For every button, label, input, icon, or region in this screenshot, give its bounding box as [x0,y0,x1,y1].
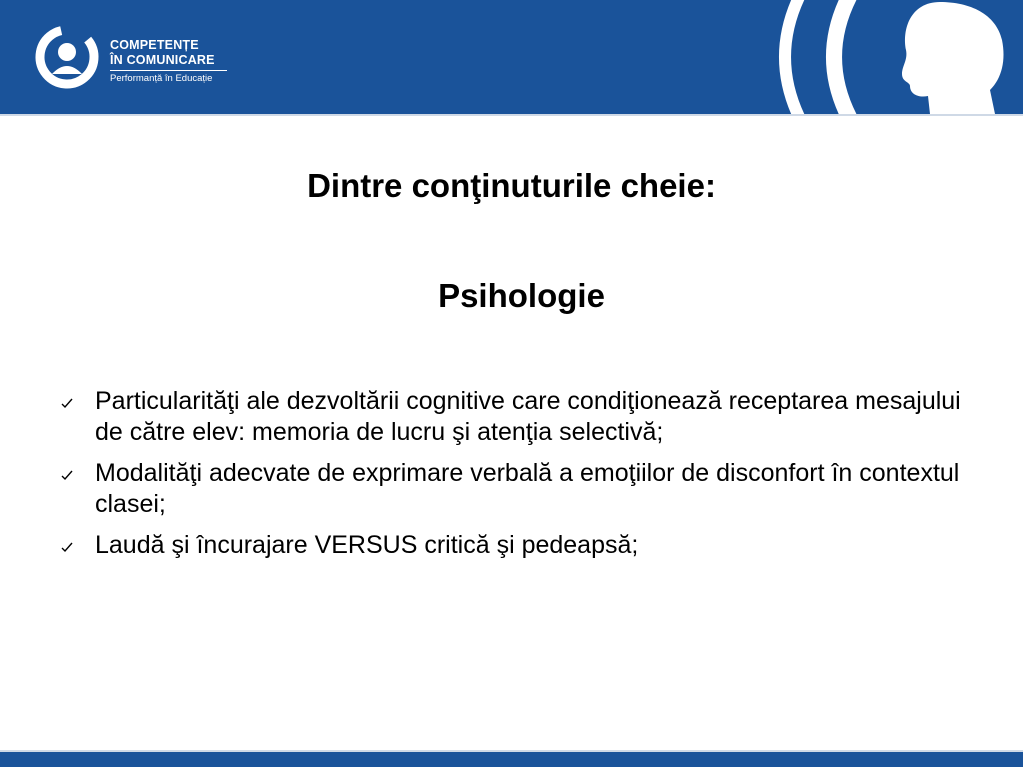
bullet-text: Particularităţi ale dezvoltării cognitive care condiţionează receptarea mesajului de către elev: memoria de lucru şi atenţia selectivă; [95,387,961,446]
checkmark-icon [60,396,74,410]
checkmark-icon [60,468,74,482]
logo-ring-head-icon [32,22,102,92]
brand-block [110,38,227,85]
slide-subtitle: Psihologie [438,277,605,314]
bullet-text: Laudă şi încurajare VERSUS critică şi pedeapsă; [95,531,639,559]
header-divider [0,114,1023,116]
slide-title: Dintre conţinuturile cheie: [307,167,716,204]
header-bar [0,0,1023,114]
bullet-list [58,386,978,571]
brand-name-line2: ÎN COMUNICARE [110,53,215,67]
bullet-item [58,458,978,520]
brand-divider [110,70,227,71]
checkmark-icon [60,540,74,554]
bullet-text: Modalităţi adecvate de exprimare verbală a emoţiilor de disconfort în contextul clasei; [95,459,960,518]
footer-bar [0,752,1023,767]
parentheses-head-icon [770,0,1023,114]
brand-tagline: Performanță în Educație [110,73,213,84]
bullet-item [58,530,978,561]
brand-name-line1: COMPETENȚE [110,38,199,52]
bullet-item [58,386,978,448]
